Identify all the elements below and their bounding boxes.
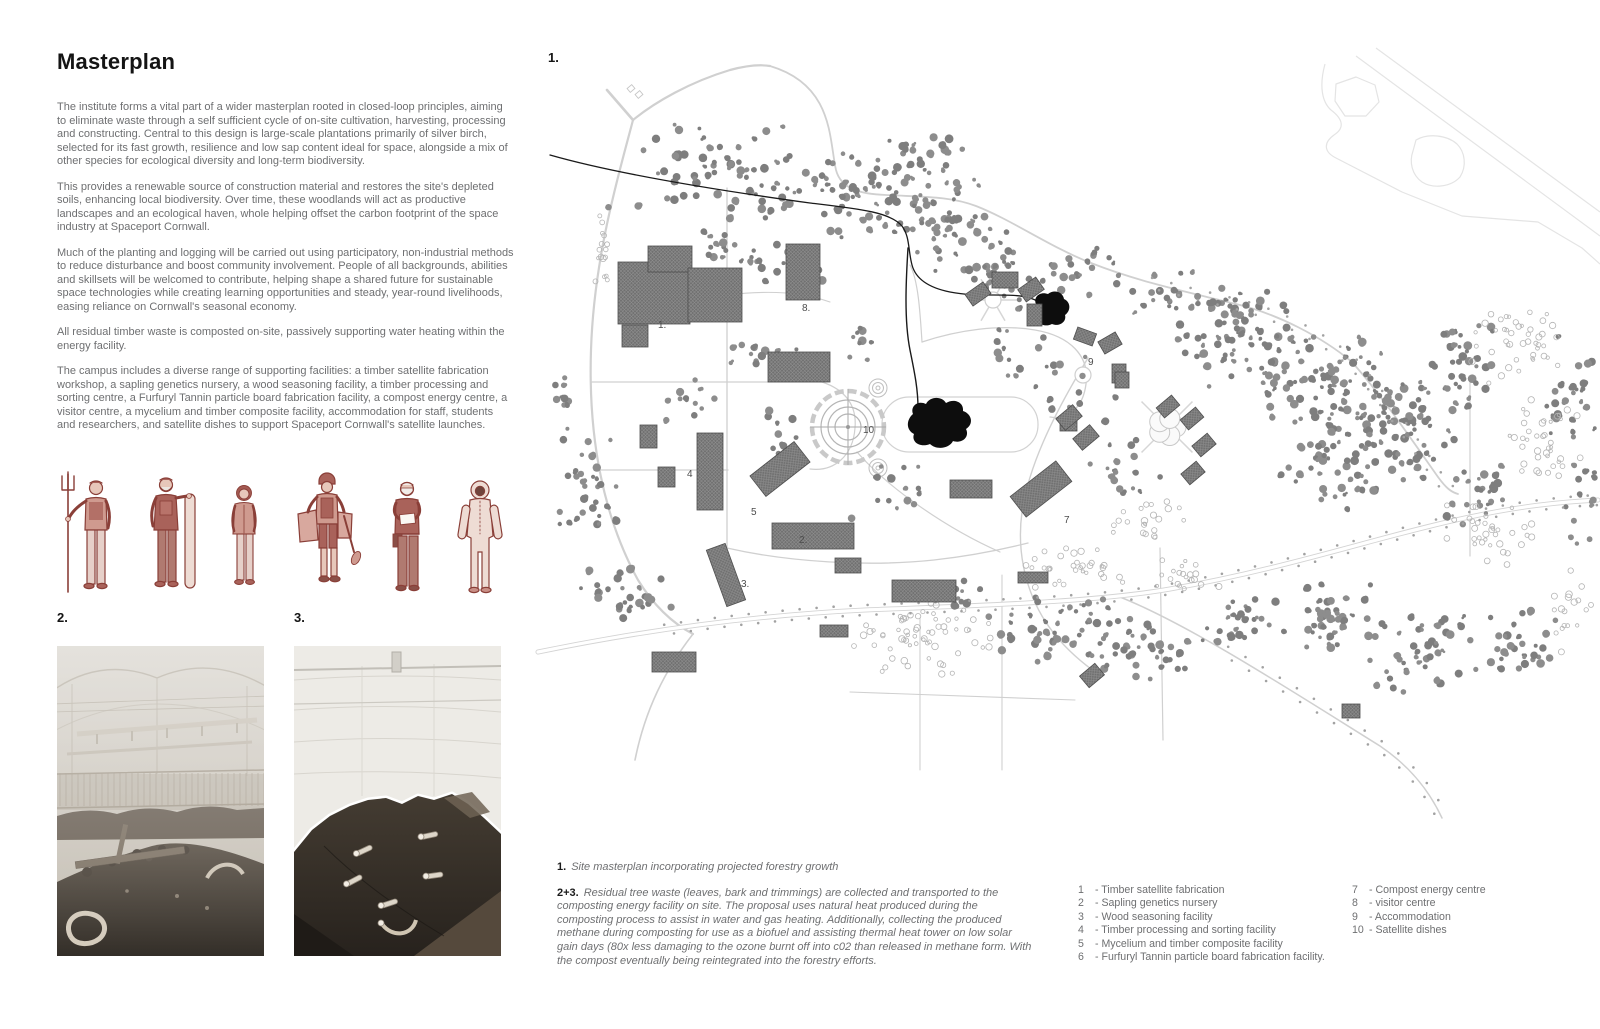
caption: [557, 861, 1035, 875]
legend-number: 3: [1078, 910, 1084, 923]
map-annotation: 5: [751, 507, 757, 518]
site-foreman-icon: [370, 474, 442, 596]
site-masterplan-map: [530, 40, 1600, 820]
caption-text: Site masterplan incorporating projected forestry growth: [571, 861, 839, 873]
caption-text: Residual tree waste (leaves, bark and trimmings) are collected and transported to the composting energy facility on site. The proposal uses natural heat produced during the composting process to assist in water and gas heating. Additionally, collecting the produced methane during composting for use as a biofuel and assisting thermal heat tower on low solar gain days (80x less damaging to the ozone burnt off into c02 than released in methane form. With the compost eventually being reintegrated into the forestry efforts.: [557, 886, 1032, 967]
page-title: Masterplan: [57, 49, 176, 74]
legend-text: - Timber processing and sorting facility: [1095, 924, 1276, 937]
article-body: [57, 101, 514, 433]
worker-woman-icon: [212, 478, 276, 596]
paragraph: This provides a renewable source of construction material and restores the site's depleted soils, enhancing local biodiversity. Over time, these woodlands will act as productive landscapes and an ecological haven, whole helping offset the carbon footprint of the space industry at Spaceport Cornwall.: [57, 180, 499, 233]
map-annotation: 4: [687, 469, 693, 480]
caption-label: 1.: [557, 861, 567, 873]
legend-text: - visitor centre: [1369, 897, 1436, 910]
legend-text: - Accommodation: [1369, 910, 1451, 923]
map-legend-column-1: [1078, 884, 1348, 964]
legend-number: 7: [1352, 884, 1358, 896]
legend-number: 2: [1078, 897, 1084, 910]
worker-with-gear-icon: [288, 466, 366, 598]
worker-with-plank-icon: [130, 468, 206, 598]
legend-item: [1078, 884, 1348, 897]
map-annotation: 9: [1088, 357, 1094, 368]
legend-item: [1078, 938, 1348, 951]
figure-captions: [557, 861, 1035, 980]
legend-item: [1078, 924, 1348, 937]
legend-text: - Timber satellite fabrication: [1095, 884, 1225, 896]
legend-number: 10: [1352, 924, 1364, 937]
legend-number: 4: [1078, 924, 1084, 937]
map-annotation: 3.: [741, 579, 750, 590]
legend-item: [1352, 924, 1582, 937]
legend-text: - Sapling genetics nursery: [1095, 897, 1218, 910]
paragraph: All residual timber waste is composted on-site, passively supporting water heating within the energy facility.: [57, 326, 505, 352]
legend-number: 6: [1078, 951, 1084, 964]
legend-text: - Compost energy centre: [1369, 884, 1486, 896]
legend-item: [1352, 911, 1582, 924]
legend-number: 9: [1352, 910, 1358, 923]
caption-label: 2+3.: [557, 886, 579, 899]
photo-3-label: 3.: [294, 610, 305, 625]
legend-item: [1078, 911, 1348, 924]
photo-compost-mound: [294, 646, 501, 956]
map-annotation: 7: [1064, 515, 1070, 526]
legend-text: - Mycelium and timber composite facility: [1095, 937, 1283, 950]
photo-composting-greenhouse: [57, 646, 264, 956]
caption: [557, 887, 1035, 969]
paragraph: The institute forms a vital part of a wider masterplan rooted in closed-loop principles, aiming to eliminate waste through a self sufficient cycle of on-site cultivation, harvesting, processing and constructing. Central to this design is large-scale plantations primarily of silver birch, selected for its fast growth, resilience and low sap content ideal for space, alongside a mix of other species for ecological diversity and long-term biodiversity.: [57, 101, 508, 167]
legend-text: - Wood seasoning facility: [1095, 910, 1213, 923]
map-legend-column-2: [1352, 884, 1582, 938]
legend-item: [1352, 884, 1582, 897]
legend-item: [1078, 951, 1348, 964]
paragraph: Much of the planting and logging will be carried out using participatory, non-industrial methods to reduce disturbance and boost community involvement. People of all backgrounds, abilities and skillsets will be welcomed to contribute, helping shape a shared future for sustainable space technologies while creating learning opportunities and steady, year-round livelihoods, easing reliance on Cornwall's seasonal economy.: [57, 246, 514, 313]
legend-item: [1352, 897, 1582, 910]
paragraph: The campus includes a diverse range of supporting facilities: a timber satellite fabrication workshop, a sapling genetics nursery, a wood seasoning facility, a timber processing and sorting centre, a Furfuryl Tannin particle board fabrication facility, a compost energy centre, a visitor centre, a mycelium and timber composite facility, accommodation for staff, students and researchers, and satellite dishes to support Spaceport Cornwall's satellite launches.: [57, 365, 508, 431]
map-annotation: 1.: [658, 320, 667, 331]
legend-number: 1: [1078, 884, 1084, 896]
worker-with-pitchfork-icon: [54, 470, 130, 598]
article: [57, 50, 514, 445]
legend-number: 8: [1352, 897, 1358, 910]
legend-text: - Satellite dishes: [1369, 924, 1447, 937]
legend-text: - Furfuryl Tannin particle board fabrication facility.: [1095, 951, 1325, 964]
map-annotation: 10: [863, 425, 875, 436]
map-figure-label: 1.: [548, 50, 559, 65]
photo-2-label: 2.: [57, 610, 68, 625]
legend-item: [1078, 897, 1348, 910]
map-annotation: 2.: [799, 535, 808, 546]
map-annotation: 8.: [802, 303, 811, 314]
worker-hazmat-icon: [442, 474, 518, 596]
legend-number: 5: [1078, 937, 1084, 950]
